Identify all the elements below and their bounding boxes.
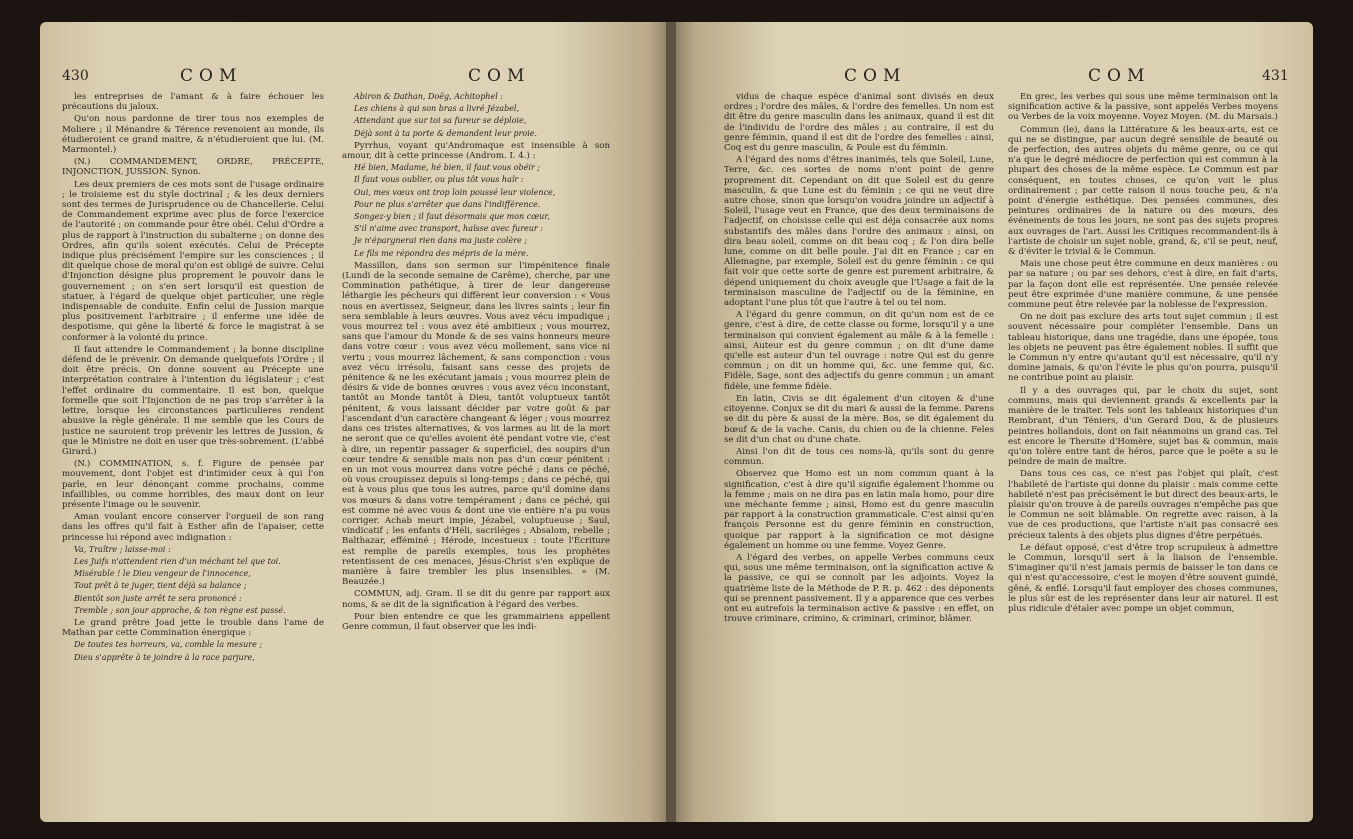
verse-line: Les Juifs n'attendent rien d'un méchant tel que toi.	[74, 556, 281, 566]
right-column-2	[1008, 92, 1278, 792]
paragraph: Massillon, dans son sermon sur l'impénitence finale (Lundi de la seconde semaine de Carême), cherche, par une Commination pathétique, à tirer de leur dangereuse léthargie les pécheurs qui diffèrent leur conversion : « Vous nous en avertissez, Seigneur, dans les livres saints ; leur fin sera semblable à leurs œuvres. Vous avez vécu impudique ; vous mourrez tel : vous avez été ambitieux ; vous mourrez, sans que l'amour du Monde & de ses vains honneurs meure dans votre cœur : vous avez vécu mollement, sans vice ni vertu ; vous mourrez lâchement, & sans componction : vous avez vécu irrésolu, faisant sans cesse des projets de pénitence & ne les exécutant jamais ; vous mourrez plein de désirs & vide de bonnes œuvres : vous avez vécu inconstant, tantôt au Monde tantôt à Dieu, tantôt voluptueux tantôt pénitent, & vous laissant décider par votre goût & par l'ascendant d'un caractère changeant & léger ; vous mourrez dans ces tristes alternatives, & vos larmes au lit de la mort ne seront que ce qu'elles avoient été pendant votre vie, c'est à dire, un repentir passager & superficiel, des soupirs d'un cœur tendre & sensible mais non pas d'un cœur pénitent : en un mot vous mourrez dans votre péché ; dans ce péché, où vous croupissez depuis si long-temps ; dans ce péché, qui est à vous plus que tous les autres, parce qu'il domine dans vos mœurs & dans votre tempérament ; dans ce péché, qui est comme né avec vous & dont une vie entière n'a pu vous corriger. Achab meurt impie, Jézabel, voluptueuse ; Saul, vindicatif ; les enfants d'Héli, sacriléges ; Absalom, rebelle ; Balthazar, efféminé ; Hérode, incestueux : toute l'Écriture est remplie de pareils exemples, tous les prophètes retentissent de ces menaces, Jésus-Christ s'en explique de manière à faire trembler les plus insensibles. » (M. Beauzée.)	[342, 260, 610, 588]
paragraph: Aman voulant encore conserver l'orgueil de son rang dans les offres qu'il fait à Esther afin de l'apaiser, cette princesse lui répond avec indignation :	[62, 512, 324, 543]
left-column-2	[342, 92, 610, 792]
right-running-head-2: COM	[1088, 66, 1151, 86]
verse-line: Abiron & Dathan, Doëg, Achitophel :	[354, 92, 503, 101]
paragraph: Il y a des ouvrages qui, par le choix du sujet, sont communs, mais qui deviennent grands & excellents par la manière de le traiter. Tels sont les tableaux historiques d'un Rembrant, d'un Téniers, d'un Gerard Dou, & de plusieurs peintres hollandois, dont on fait néanmoins un grand cas. Tel est encore le Thersite d'Homère, sujet bas & commun, mais qu'on tolère entre tant de héros, parce que le poëte a su le peindre de main de maître.	[1008, 385, 1278, 468]
verse-line: Je n'épargnerai rien dans ma juste colère ;	[354, 236, 528, 246]
paragraph: On ne doit pas exclure des arts tout sujet commun ; il est souvent nécessaire pour compléter l'ensemble. Dans un tableau historique, dans une tragédie, dans une épopée, tous les objets ne peuvent pas être également nobles. Il suffit que le Commun n'y entre qu'autant qu'il est nécessaire, qu'il n'y domine jamais, & qu'on l'évite le plus qu'on pourra, puisqu'il ne contribue point au plaisir.	[1008, 312, 1278, 384]
entry-heading: COMMUN, adj. Gram. Il se dit du genre par rapport aux noms, & se dit de la signification à l'égard des verbes.	[342, 589, 610, 610]
left-running-head-2: COM	[468, 66, 531, 86]
verse-line: Pour ne plus s'arrêter que dans l'indifférence.	[354, 199, 541, 209]
paragraph: les entreprises de l'amant & à faire échouer les précautions du jaloux.	[62, 92, 324, 113]
paragraph: Qu'on nous pardonne de tirer tous nos exemples de Moliere ; il Ménandre & Térence revenoient au monde, ils étudieroient ce grand maitre, & n'étudieroient que lui. (M. Marmontel.)	[62, 114, 324, 156]
verse-line: Il faut vous oublier, ou plus tôt vous haïr :	[354, 175, 524, 185]
paragraph: Dans tous ces cas, ce n'est pas l'objet qui plaît, c'est l'habileté de l'artiste qui donne du plaisir : mais comme cette habileté n'est pas précisément le but direct des beaux-arts, le plaisir qu'on trouve à de pareils ouvrages n'empêche pas que le Commun ne soit blâmable. On regrette avec raison, à la vue de ces productions, que l'artiste n'ait pas consacré ses précieux talents à des objets plus dignes d'être perpétués.	[1008, 469, 1278, 541]
verse-line: Le fils me répondra des mépris de la mère.	[354, 248, 529, 258]
verse-line: Les chiens à qui son bras a livré Jézabel,	[354, 104, 520, 114]
verse-line: Misérable ! le Dieu vengeur de l'innocence,	[74, 569, 251, 579]
verse-line: Songez-y bien ; il faut désormais que mon cœur,	[354, 212, 550, 222]
verse-line: Bientôt son juste arrêt te sera prononcé :	[74, 593, 242, 603]
right-page-number: 431	[1262, 68, 1289, 84]
paragraph: Le défaut opposé, c'est d'être trop scrupuleux à admettre le Commun, lorsqu'il sert à la liaison de l'ensemble. S'imaginer qu'il n'est jamais permis de baisser le ton dans ce qui n'est qu'accessoire, c'est le moyen d'être souvent guindé, gêné, & enflé. Lorsqu'il faut employer des choses communes, le plus sûr est de les représenter dans leur air naturel. Il est plus ridicule d'étaler avec pompe un objet commun,	[1008, 542, 1278, 614]
verse-line: Hé bien, Madame, hé bien, il faut vous obéir ;	[354, 163, 540, 173]
verse-line: De toutes tes horreurs, va, comble la mesure ;	[74, 640, 263, 650]
paragraph: Ainsi l'on dit de tous ces noms-là, qu'ils sont du genre commun.	[724, 446, 994, 468]
entry-heading: (N.) COMMINATION, s. f. Figure de pensée par mouvement, dont l'objet est d'intimider ceux à qui l'on parle, en leur dénonçant comme prochains, comme infaillibles, ou comme horribles, des maux dont on leur présente l'image ou le souvenir.	[62, 459, 324, 510]
right-page	[676, 22, 1313, 822]
paragraph: vidus de chaque espèce d'animal sont divisés en deux ordres ; l'ordre des mâles, & l'ordre des femelles. Un nom est dit être du genre masculin dans les animaux, quand il est dit de l'individu de l'ordre des mâles ; au contraire, il est du genre féminin, quand il est dit de l'ordre des femelles : ainsi, Coq est du genre masculin, & Poule est du féminin.	[724, 92, 994, 154]
verse-line: Déjà sont à ta porte & demandent leur proie.	[354, 128, 538, 138]
paragraph: Le grand prêtre Joad jette le trouble dans l'ame de Mathan par cette Commination énergique :	[62, 617, 324, 639]
paragraph: Observez que Homo est un nom commun quant à la signification, c'est à dire qu'il signifie également l'homme ou la femme ; mais on ne dira pas en latin mala homo, pour dire une méchante femme ; ainsi, Homo est du genre masculin par rapport à la construction grammaticale. C'est ainsi qu'en françois Personne est du genre féminin en construction, quoique par rapport à la signification ce mot désigne également un homme ou une femme. Voyez Genre.	[724, 469, 994, 551]
paragraph: Mais une chose peut être commune en deux manières : ou par sa nature ; ou par ses dehors, c'est à dire, en fait d'arts, par la façon dont elle est représentée. Une pensée relevée peut être exprimée d'une manière commune, & une pensée commune peut être relevée par la noblesse de l'expression.	[1008, 259, 1278, 311]
entry-heading: Commun (le), dans la Littérature & les beaux-arts, est ce qui ne se distingue, par aucun degré sensible de beauté ou de perfection, des autres objets du même genre, ou ce qui n'a que le degré médiocre de perfection qui est commun à la plupart des choses de la même espèce. Le Commun est par conséquent, en toutes choses, ce qu'on voit le plus ordinairement ; par cette raison il nous touche peu, & n'a point d'énergie esthétique. Des pensées communes, des peintures ordinaires de la nature ou des mœurs, des événements de tous les jours, ne sont pas des sujets propres aux ouvrages de l'art. Aussi les Critiques recommandent-ils à l'artiste de choisir un sujet noble, grand, &, s'il se peut, neuf, & d'éviter le trivial & le Commun.	[1008, 124, 1278, 258]
left-running-head-1: COM	[180, 66, 243, 86]
paragraph: A l'égard des verbes, on appelle Verbes communs ceux qui, sous une même terminaison, ont la signification active & la passive, ce qui se connoît par les adjoints. Voyez la quatrième liste de la Méthode de P. R. p. 462 : des déponents qui se prennent passivement. Il y a apparence que ces verbes ont eu autrefois la terminaison active & passive : en effet, on trouve criminare, crimino, & criminari, criminor, blâmer.	[724, 552, 994, 625]
left-page	[40, 22, 668, 822]
right-column-1	[724, 92, 994, 792]
paragraph: Les deux premiers de ces mots sont de l'usage ordinaire ; le troisieme est du style doctrinal ; & les deux derniers sont des termes de Jurisprudence ou de Chancellerie. Celui de Commandement exprime avec plus de force l'exercice de l'autorité ; on commande pour être obéi. Celui d'Ordre a plus de rapport à l'instruction du subalterne ; on donne des Ordres, afin qu'ils soient exécutés. Celui de Précepte indique plus précisément l'empire sur les consciences ; il dit quelque chose de moral qu'on est obligé de suivre. Celui d'Injonction désigne plus proprement le pouvoir dans le gouvernement ; on s'en sert lorsqu'il est question de statuer, à l'égard de quelque objet particulier, une règle indispensable de conduite. Enfin celui de Jussion marque plus positivement l'arbitraire ; il enferme une idée de despotisme, qui gêne la liberté & force le magistrat à se conformer à la volonté du prince.	[62, 179, 324, 343]
paragraph: En grec, les verbes qui sous une même terminaison ont la signification active & la passive, sont appelés Verbes moyens ou Verbes de la voix moyenne. Voyez Moyen. (M. du Marsais.)	[1008, 92, 1278, 123]
paragraph: Pour bien entendre ce que les grammairiens appellent Genre commun, il faut observer que les indi-	[342, 611, 610, 632]
verse-line: S'il n'aime avec transport, haïsse avec fureur :	[354, 224, 543, 234]
right-running-head-1: COM	[844, 66, 907, 86]
verse-line: Attendant que sur toi sa fureur se déploie,	[354, 116, 527, 126]
paragraph: A l'égard des noms d'êtres inanimés, tels que Soleil, Lune, Terre, &c. ces sortes de noms n'ont point de genre proprement dit. Cependant on dit que Soleil est du genre masculin, & que Lune est du féminin ; ce qui ne veut dire autre chose, sinon que lorsqu'on voudra joindre un adjectif à Soleil, l'usage veut en France, que des deux terminaisons de l'adjectif, on choisisse celle qui est déja consacrée aux noms substantifs des mâles dans l'ordre des animaux : ainsi, on dira beau soleil, comme on dit beau coq ; & l'on dira belle lune, comme on dit belle poule. J'ai dit en France ; car en Allemagne, par exemple, Soleil est du genre féminin : ce qui fait voir que cette sorte de genre est purement arbitraire, & dépend uniquement du choix aveugle que l'Usage a fait de la terminaison masculine de l'adjectif ou de la féminine, en adoptant l'une plus tôt que l'autre à tel ou tel nom.	[724, 155, 994, 309]
verse-line: Oui, mes vœux ont trop loin poussé leur violence,	[354, 187, 556, 197]
left-page-number: 430	[62, 68, 89, 84]
paragraph: Il faut attendre le Commandement ; la bonne discipline défend de le prévenir. On demande quelquefois l'Ordre ; il doit être précis. On donne souvent au Précepte une interprétation contraire à l'intention du législateur ; c'est l'effet ordinaire du commentaire. Il est bon, quelque formelle que soit l'Injonction de ne pas trop s'arrêter à la lettre, lorsque les circonstances particulieres rendent abusive la règle générale. Il me semble que les Cours de justice ne sauroient trop prévenir les lettres de Jussion, & que le Ministre ne doit en user que très-sobrement. (L'abbé Girard.)	[62, 344, 324, 457]
paragraph: A l'égard du genre commun, on dit qu'un nom est de ce genre, c'est à dire, de cette classe ou forme, lorsqu'il y a une terminaison qui convient également au mâle & à la femelle : ainsi, Auteur est du genre commun ; on dit d'une dame qu'elle est auteur d'un tel ouvrage : notre Qui est du genre commun ; on dit un homme qui, &c. une femme qui, &c. Fidèle, Sage, sont des adjectifs du genre commun ; un amant fidèle, une femme fidèle.	[724, 310, 994, 392]
book-spread	[40, 22, 1313, 822]
left-column-1	[62, 92, 324, 792]
verse-line: Va, Traître ; laisse-moi :	[74, 544, 171, 554]
verse-line: Tout prêt à te juger, tient déjà sa balance ;	[74, 581, 247, 591]
verse-line: Dieu s'apprête à te joindre à la race parjure,	[74, 652, 255, 662]
paragraph: Pyrrhus, voyant qu'Andromaque est insensible à son amour, dit à cette princesse (Androm. I. 4.) :	[342, 140, 610, 162]
paragraph: En latin, Civis se dit également d'un citoyen & d'une citoyenne. Conjux se dit du mari & aussi de la femme. Parens se dit du père & aussi de la mère. Bos, se dit également du bœuf & de la vache. Canis, du chien ou de la chienne. Feles se dit d'un chat ou d'une chate.	[724, 393, 994, 445]
entry-heading: (N.) COMMANDEMENT, ORDRE, PRÉCEPTE, INJONCTION, JUSSION. Synon.	[62, 157, 324, 178]
verse-line: Tremble ; son jour approche, & ton règne est passé.	[74, 605, 286, 615]
